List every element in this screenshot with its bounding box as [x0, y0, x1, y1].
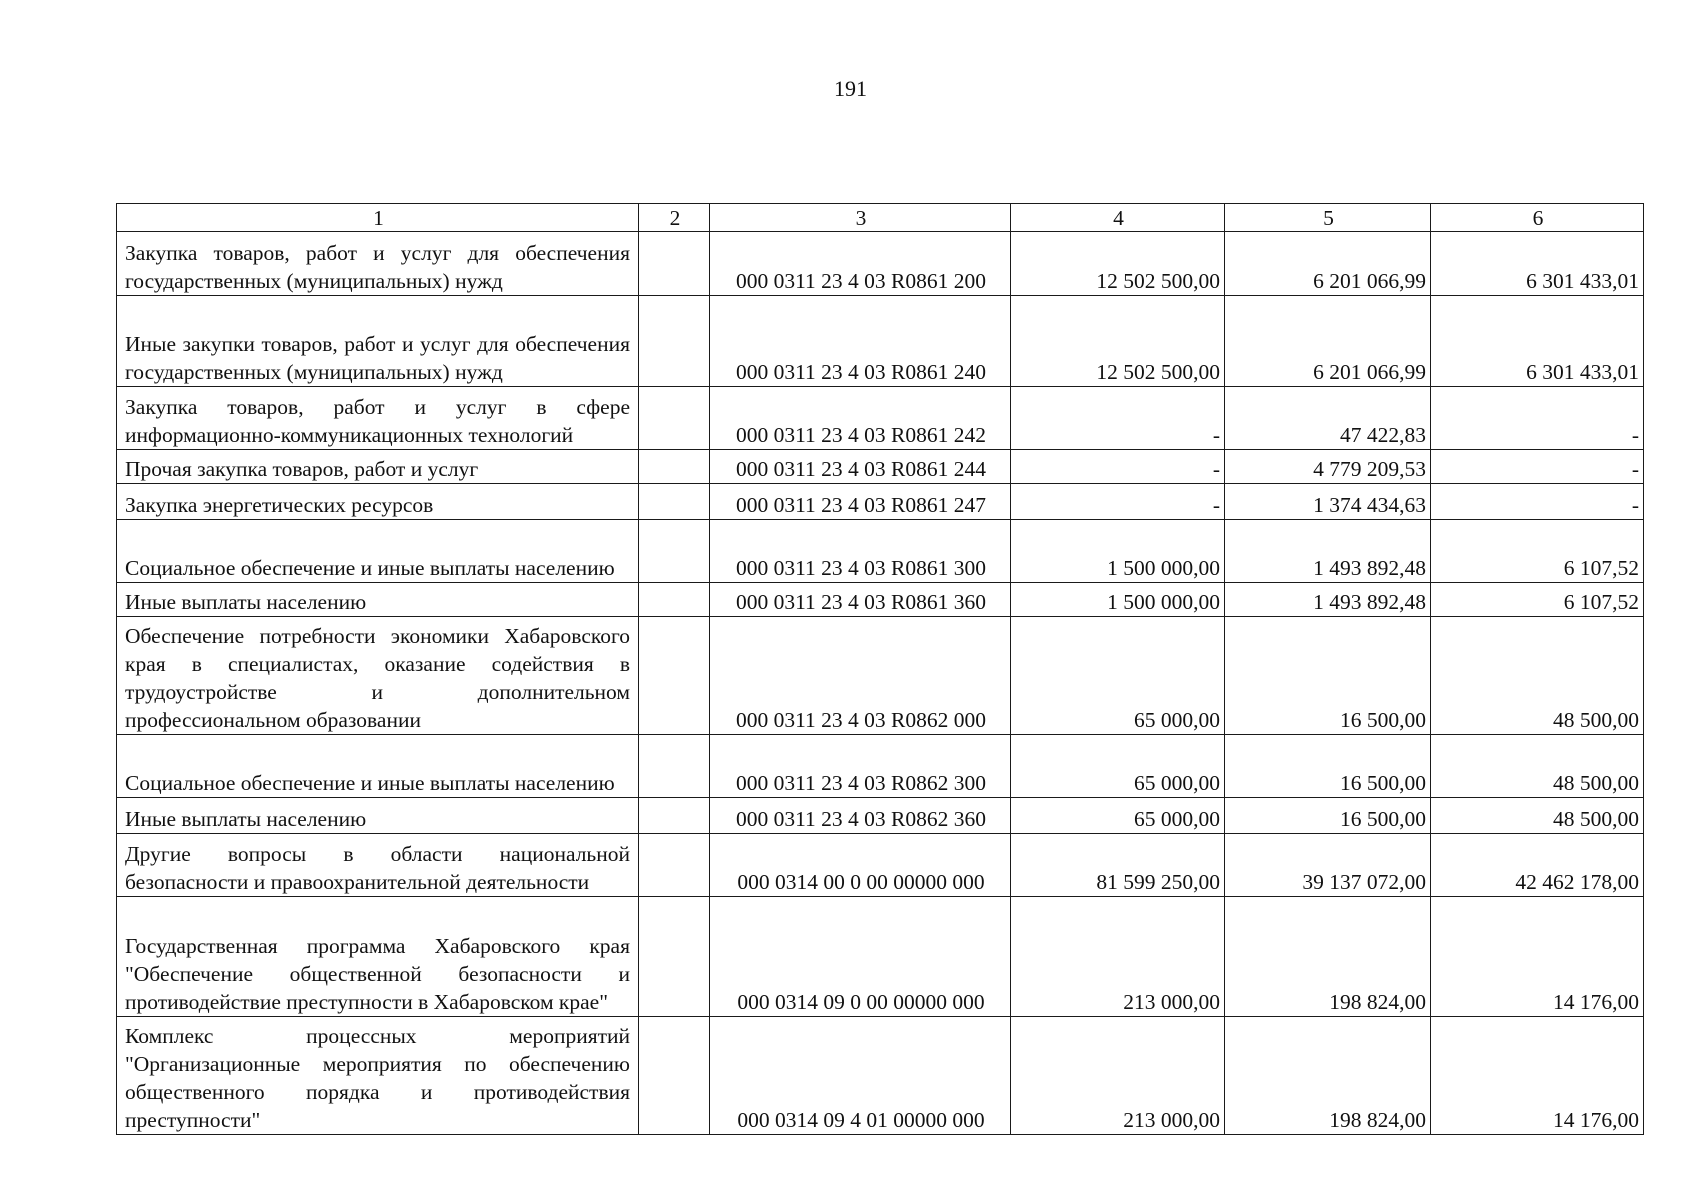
table-row [117, 520, 1644, 583]
table-row [117, 450, 1644, 484]
row-col2 [639, 897, 710, 1017]
row-code: 000 0311 23 4 03 R0861 300 [710, 520, 1011, 583]
row-code: 000 0311 23 4 03 R0861 247 [710, 484, 1011, 520]
row-name: Комплекс процессных мероприятий "Организационные мероприятия по обеспечению общественного порядка и противодействия преступности" [117, 1017, 639, 1135]
table-row [117, 798, 1644, 834]
row-value-6: 6 107,52 [1431, 520, 1644, 583]
row-code: 000 0314 09 0 00 00000 000 [710, 897, 1011, 1017]
table-row [117, 296, 1644, 387]
row-name: Закупка энергетических ресурсов [117, 484, 639, 520]
row-value-5: 198 824,00 [1225, 1017, 1431, 1135]
row-name: Прочая закупка товаров, работ и услуг [117, 450, 639, 484]
row-value-4: - [1011, 450, 1225, 484]
row-code: 000 0311 23 4 03 R0861 244 [710, 450, 1011, 484]
row-value-4: 65 000,00 [1011, 617, 1225, 735]
row-name: Другие вопросы в области национальной безопасности и правоохранительной деятельности [117, 834, 639, 897]
row-value-6: 6 107,52 [1431, 583, 1644, 617]
row-col2 [639, 1017, 710, 1135]
header-col-2: 2 [639, 204, 710, 232]
row-code: 000 0314 09 4 01 00000 000 [710, 1017, 1011, 1135]
row-value-6: 14 176,00 [1431, 897, 1644, 1017]
row-value-6: 48 500,00 [1431, 617, 1644, 735]
row-code: 000 0314 00 0 00 00000 000 [710, 834, 1011, 897]
row-value-5: 16 500,00 [1225, 798, 1431, 834]
row-col2 [639, 387, 710, 450]
row-name: Государственная программа Хабаровского края "Обеспечение общественной безопасности и противодействие преступности в Хабаровском крае" [117, 897, 639, 1017]
table-row [117, 617, 1644, 735]
table-row [117, 387, 1644, 450]
row-name: Иные выплаты населению [117, 798, 639, 834]
row-name: Обеспечение потребности экономики Хабаровского края в специалистах, оказание содействия в трудоустройстве и дополнительном профессиональном образовании [117, 617, 639, 735]
row-value-4: 213 000,00 [1011, 1017, 1225, 1135]
row-col2 [639, 583, 710, 617]
row-value-5: 6 201 066,99 [1225, 296, 1431, 387]
table-row [117, 897, 1644, 1017]
row-name: Закупка товаров, работ и услуг в сфере информационно-коммуникационных технологий [117, 387, 639, 450]
row-value-4: 65 000,00 [1011, 798, 1225, 834]
row-code: 000 0311 23 4 03 R0861 200 [710, 232, 1011, 296]
row-col2 [639, 798, 710, 834]
row-value-4: 65 000,00 [1011, 735, 1225, 798]
row-code: 000 0311 23 4 03 R0861 360 [710, 583, 1011, 617]
row-value-4: 12 502 500,00 [1011, 232, 1225, 296]
header-col-4: 4 [1011, 204, 1225, 232]
row-col2 [639, 484, 710, 520]
row-value-4: 213 000,00 [1011, 897, 1225, 1017]
row-value-6: 6 301 433,01 [1431, 296, 1644, 387]
table-header-row [117, 204, 1644, 232]
row-name: Иные закупки товаров, работ и услуг для обеспечения государственных (муниципальных) нужд [117, 296, 639, 387]
row-value-6: 6 301 433,01 [1431, 232, 1644, 296]
row-value-6: - [1431, 450, 1644, 484]
row-value-6: 14 176,00 [1431, 1017, 1644, 1135]
row-value-6: - [1431, 484, 1644, 520]
row-name: Социальное обеспечение и иные выплаты населению [117, 520, 639, 583]
row-value-5: 39 137 072,00 [1225, 834, 1431, 897]
page-number: 191 [834, 76, 867, 101]
row-value-5: 198 824,00 [1225, 897, 1431, 1017]
row-value-4: 81 599 250,00 [1011, 834, 1225, 897]
table-row [117, 1017, 1644, 1135]
row-value-6: 48 500,00 [1431, 735, 1644, 798]
row-col2 [639, 520, 710, 583]
header-col-6: 6 [1431, 204, 1644, 232]
row-code: 000 0311 23 4 03 R0862 000 [710, 617, 1011, 735]
row-value-5: 6 201 066,99 [1225, 232, 1431, 296]
row-col2 [639, 617, 710, 735]
row-value-5: 4 779 209,53 [1225, 450, 1431, 484]
row-value-6: 42 462 178,00 [1431, 834, 1644, 897]
row-value-4: 1 500 000,00 [1011, 520, 1225, 583]
row-code: 000 0311 23 4 03 R0862 300 [710, 735, 1011, 798]
header-col-5: 5 [1225, 204, 1431, 232]
row-value-5: 1 374 434,63 [1225, 484, 1431, 520]
table-row [117, 484, 1644, 520]
table-row [117, 583, 1644, 617]
row-value-4: 1 500 000,00 [1011, 583, 1225, 617]
row-col2 [639, 450, 710, 484]
row-col2 [639, 735, 710, 798]
header-col-1: 1 [117, 204, 639, 232]
row-value-6: 48 500,00 [1431, 798, 1644, 834]
table-row [117, 834, 1644, 897]
budget-table [116, 203, 1644, 1135]
row-value-4: 12 502 500,00 [1011, 296, 1225, 387]
row-value-4: - [1011, 387, 1225, 450]
row-value-6: - [1431, 387, 1644, 450]
table-row [117, 232, 1644, 296]
row-value-4: - [1011, 484, 1225, 520]
row-col2 [639, 296, 710, 387]
row-value-5: 47 422,83 [1225, 387, 1431, 450]
row-name: Иные выплаты населению [117, 583, 639, 617]
table-row [117, 735, 1644, 798]
row-col2 [639, 834, 710, 897]
row-value-5: 1 493 892,48 [1225, 583, 1431, 617]
row-col2 [639, 232, 710, 296]
row-code: 000 0311 23 4 03 R0862 360 [710, 798, 1011, 834]
row-name: Закупка товаров, работ и услуг для обеспечения государственных (муниципальных) нужд [117, 232, 639, 296]
row-code: 000 0311 23 4 03 R0861 242 [710, 387, 1011, 450]
row-code: 000 0311 23 4 03 R0861 240 [710, 296, 1011, 387]
row-value-5: 1 493 892,48 [1225, 520, 1431, 583]
row-value-5: 16 500,00 [1225, 735, 1431, 798]
header-col-3: 3 [710, 204, 1011, 232]
row-name: Социальное обеспечение и иные выплаты населению [117, 735, 639, 798]
row-value-5: 16 500,00 [1225, 617, 1431, 735]
